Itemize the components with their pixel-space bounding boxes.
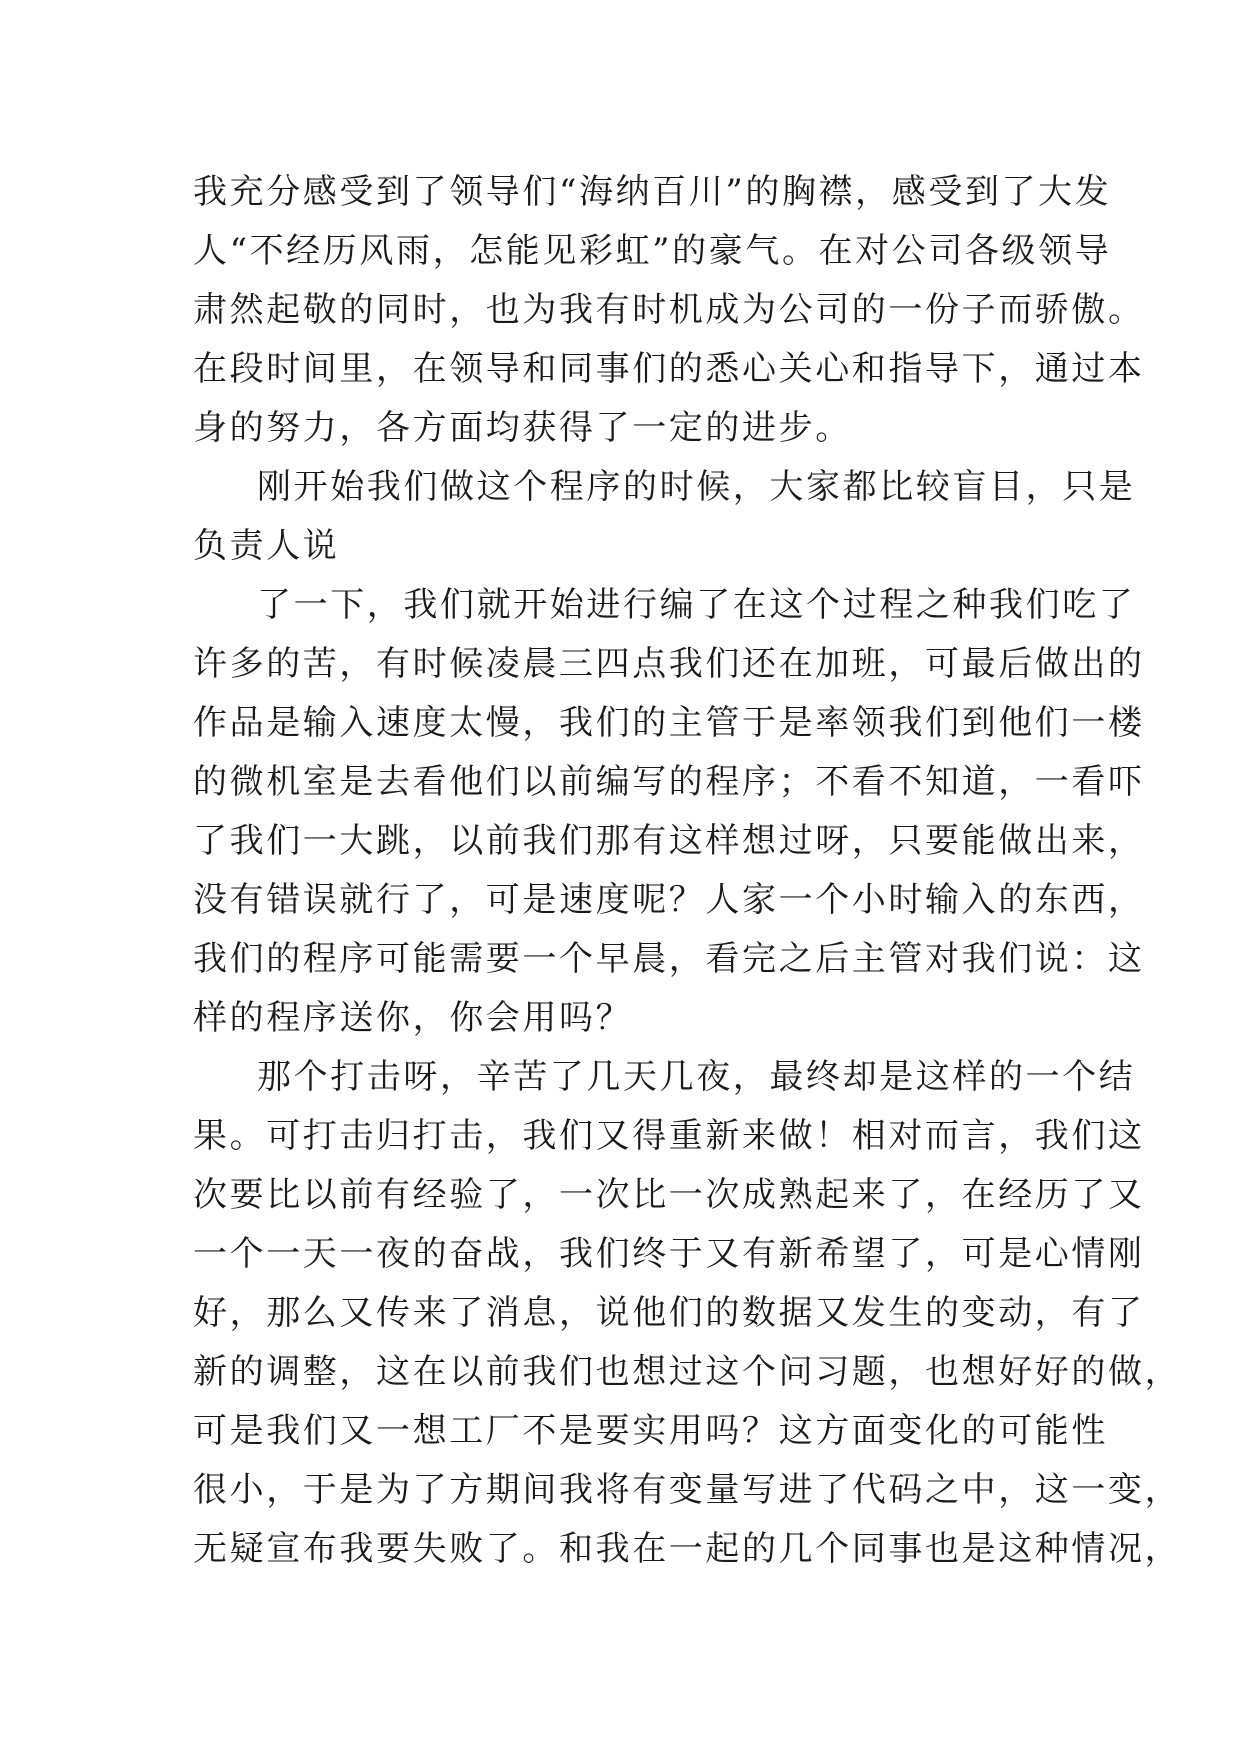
text-line: 负责人说 <box>193 526 340 566</box>
text-line: 一个一天一夜的奋战，我们终于又有新希望了，可是心情刚 <box>193 1234 1145 1274</box>
text-line: 我充分感受到了领导们“海纳百川”的胸襟，感受到了大发 <box>193 172 1112 212</box>
text-line: 的微机室是去看他们以前编写的程序；不看不知道，一看吓 <box>193 762 1145 802</box>
text-line: 无疑宣布我要失败了。和我在一起的几个同事也是这种情况， <box>193 1529 1182 1569</box>
text-line: 在段时间里，在领导和同事们的悉心关心和指导下，通过本 <box>193 349 1145 389</box>
text-line: 可是我们又一想工厂不是要实用吗？这方面变化的可能性 <box>193 1411 1108 1451</box>
text-line: 我们的程序可能需要一个早晨，看完之后主管对我们说：这 <box>193 939 1145 979</box>
document-body <box>193 163 1182 1579</box>
text-line: 好，那么又传来了消息，说他们的数据又发生的变动，有了 <box>193 1293 1145 1333</box>
text-line: 没有错误就行了，可是速度呢？人家一个小时输入的东西， <box>193 880 1145 920</box>
text-line: 很小，于是为了方期间我将有变量写进了代码之中，这一变， <box>193 1470 1182 1510</box>
text-line: 了我们一大跳，以前我们那有这样想过呀，只要能做出来， <box>193 821 1145 861</box>
paragraph-first-line: 刚开始我们做这个程序的时候，大家都比较盲目，只是 <box>257 467 1136 507</box>
text-line: 次要比以前有经验了，一次比一次成熟起来了，在经历了又 <box>193 1175 1145 1215</box>
text-line: 肃然起敬的同时，也为我有时机成为公司的一份子而骄傲。 <box>193 290 1145 330</box>
text-line: 新的调整，这在以前我们也想过这个问习题，也想好好的做， <box>193 1352 1182 1392</box>
text-line: 样的程序送你，你会用吗？ <box>193 998 633 1038</box>
text-line: 果。可打击归打击，我们又得重新来做！相对而言，我们这 <box>193 1116 1145 1156</box>
text-line: 许多的苦，有时候凌晨三四点我们还在加班，可最后做出的 <box>193 644 1145 684</box>
paragraph-first-line: 那个打击呀，辛苦了几天几夜，最终却是这样的一个结 <box>257 1057 1136 1097</box>
text-line: 身的努力，各方面均获得了一定的进步。 <box>193 408 852 448</box>
text-line: 作品是输入速度太慢，我们的主管于是率领我们到他们一楼 <box>193 703 1145 743</box>
text-line: 人“不经历风雨，怎能见彩虹”的豪气。在对公司各级领导 <box>193 231 1112 271</box>
paragraph-first-line: 了一下，我们就开始进行编了在这个过程之种我们吃了 <box>257 585 1136 625</box>
